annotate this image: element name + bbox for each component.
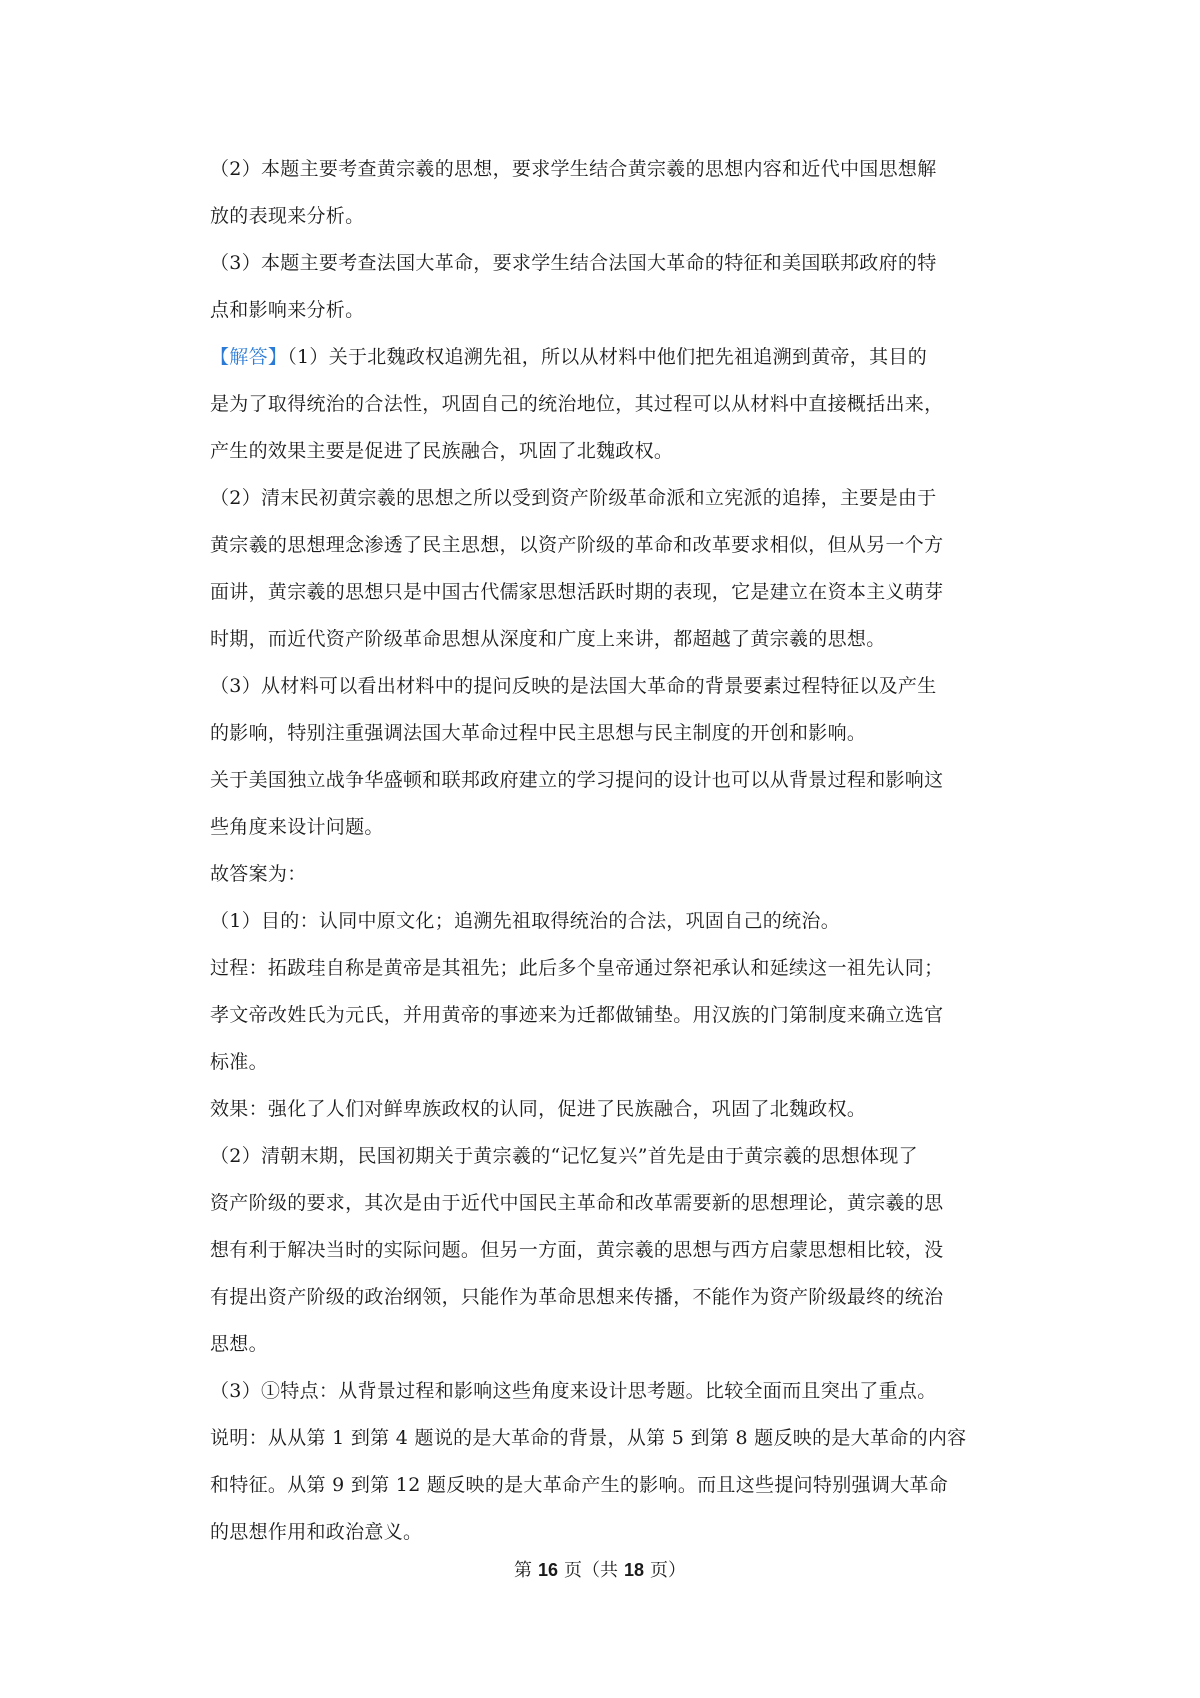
text-line: 面讲，黄宗羲的思想只是中国古代儒家思想活跃时期的表现，它是建立在资本主义萌芽 [210,581,944,603]
text-line: 资产阶级的要求，其次是由于近代中国民主革命和改革需要新的思想理论，黄宗羲的思 [210,1192,944,1214]
text-line: （3）①特点：从背景过程和影响这些角度来设计思考题。比较全面而且突出了重点。 [210,1380,937,1402]
text-line: 放的表现来分析。 [210,205,365,227]
text-line: 有提出资产阶级的政治纲领，只能作为革命思想来传播，不能作为资产阶级最终的统治 [210,1286,944,1308]
text-line: 和特征。从第 9 到第 12 题反映的是大革命产生的影响。而且这些提问特别强调大革命 [210,1474,949,1496]
text-line: 的思想作用和政治意义。 [210,1521,423,1543]
text-line: 时期，而近代资产阶级革命思想从深度和广度上来讲，都超越了黄宗羲的思想。 [210,628,886,650]
text-line: 的影响，特别注重强调法国大革命过程中民主思想与民主制度的开创和影响。 [210,722,867,744]
text-line: 想有利于解决当时的实际问题。但另一方面，黄宗羲的思想与西方启蒙思想相比较，没 [210,1239,944,1261]
footer-middle: 页（共 [564,1560,618,1581]
footer-suffix: 页） [650,1560,687,1581]
text-line: （2）本题主要考查黄宗羲的思想，要求学生结合黄宗羲的思想内容和近代中国思想解 [210,158,937,180]
total-page-number: 18 [624,1560,645,1580]
answer-text: （1）关于北魏政权追溯先祖，所以从材料中他们把先祖追溯到黄帝，其目的 [287,346,927,368]
answer-tag: 【解答】 [210,346,288,368]
document-body [210,146,1016,1556]
text-line: 点和影响来分析。 [210,299,365,321]
page-footer [0,1556,1200,1582]
text-line: （3）从材料可以看出材料中的提问反映的是法国大革命的背景要素过程特征以及产生 [210,675,937,697]
text-line: 是为了取得统治的合法性，巩固自己的统治地位，其过程可以从材料中直接概括出来， [210,393,944,415]
text-line: （3）本题主要考查法国大革命，要求学生结合法国大革命的特征和美国联邦政府的特 [210,252,937,274]
text-line: （2）清末民初黄宗羲的思想之所以受到资产阶级革命派和立宪派的追捧，主要是由于 [210,487,937,509]
text-line: 黄宗羲的思想理念渗透了民主思想，以资产阶级的革命和改革要求相似，但从另一个方 [210,534,944,556]
text-line: 关于美国独立战争华盛顿和联邦政府建立的学习提问的设计也可以从背景过程和影响这 [210,769,944,791]
text-line: 故答案为： [210,863,307,885]
text-line: （2）清朝末期，民国初期关于黄宗羲的“记忆复兴”首先是由于黄宗羲的思想体现了 [210,1145,918,1167]
text-line: 说明：从从第 1 到第 4 题说的是大革命的背景，从第 5 到第 8 题反映的是大革命的内容 [210,1427,967,1449]
current-page-number: 16 [537,1560,558,1580]
footer-prefix: 第 [513,1560,532,1581]
text-line: 孝文帝改姓氏为元氏，并用黄帝的事迹来为迁都做铺垫。用汉族的门第制度来确立选官 [210,1004,944,1026]
text-line: 些角度来设计问题。 [210,816,384,838]
text-line: （1）目的：认同中原文化；追溯先祖取得统治的合法，巩固自己的统治。 [210,910,840,932]
text-line: 过程：拓跋珪自称是黄帝是其祖先；此后多个皇帝通过祭祀承认和延续这一祖先认同； [210,957,944,979]
text-line: 思想。 [210,1333,268,1355]
text-line: 产生的效果主要是促进了民族融合，巩固了北魏政权。 [210,440,674,462]
answer-line [210,334,1016,381]
text-line: 效果：强化了人们对鲜卑族政权的认同，促进了民族融合，巩固了北魏政权。 [210,1098,867,1120]
text-line: 标准。 [210,1051,268,1073]
